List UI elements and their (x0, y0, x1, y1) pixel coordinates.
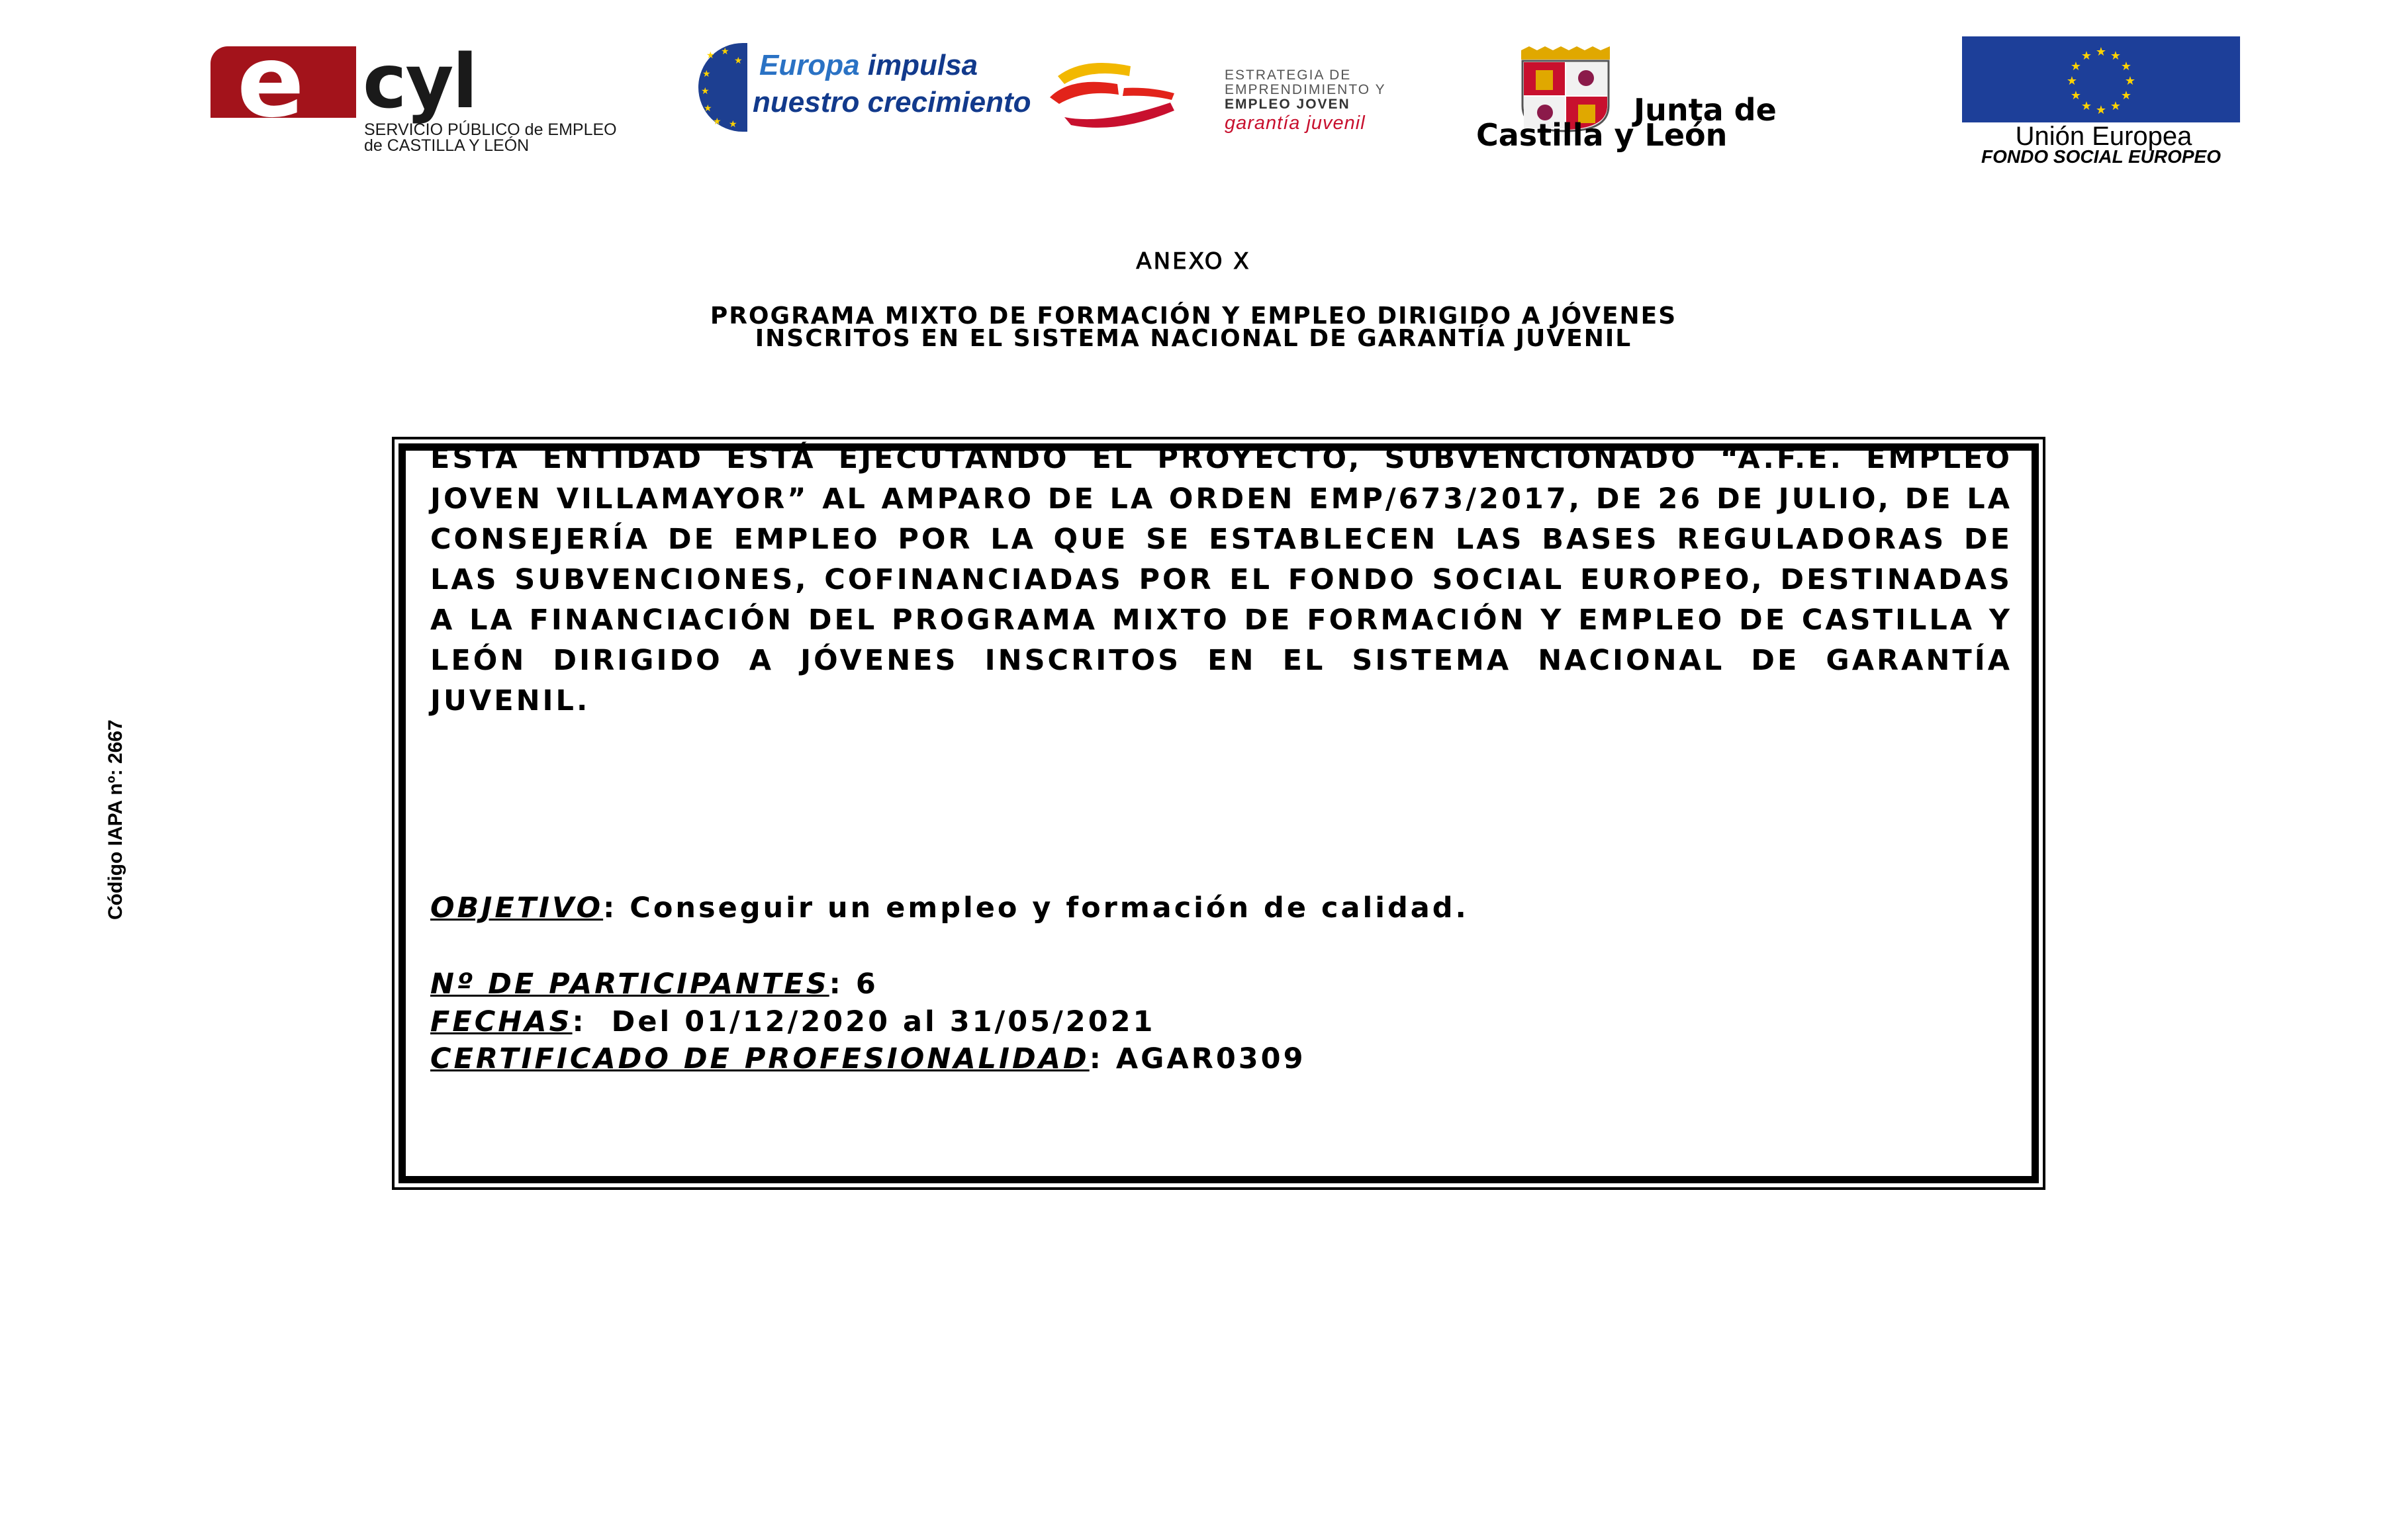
garantia-line3: EMPLEO JOVEN (1225, 97, 1350, 112)
svg-text:★: ★ (2081, 99, 2092, 113)
europa-word: Europa (759, 49, 860, 81)
svg-text:★: ★ (2095, 103, 2107, 117)
annex-title: ANEXO X (1136, 248, 1251, 275)
certificado-value: : AGAR0309 (1089, 1042, 1306, 1075)
participantes-line (430, 966, 878, 1003)
svg-text:★: ★ (2110, 49, 2122, 63)
svg-text:★: ★ (2120, 89, 2132, 103)
europa-impulsa-line1 (759, 50, 978, 81)
garantia-swoosh-icon (1045, 56, 1184, 129)
notice-main-text: ESTA ENTIDAD ESTÁ EJECUTANDO EL PROYECTO, SUBVENCIONADO “A.F.E. EMPLEO JOVEN VILLAMAYOR” AL AMPARO DE LA ORDEN EMP/673/2017, DE 26 DE JULIO, DE LA CONSEJERÍA DE EMPLEO POR LA QUE SE ESTABLECEN LAS BASES REGULADORAS DE LAS SUBVENCIONES, COFINANCIADAS POR EL FONDO SOCIAL EUROPEO, DESTINADAS A LA FINANCIACIÓN DEL PROGRAMA MIXTO DE FORMACIÓN Y EMPLEO DE CASTILLA Y LEÓN DIRIGIDO A JÓVENES INSCRITOS EN EL SISTEMA NACIONAL DE GARANTÍA JUVENIL. (430, 442, 2012, 717)
participantes-label: Nº DE PARTICIPANTES (430, 968, 829, 1001)
impulsa-word: impulsa (867, 49, 978, 81)
garantia-line2: EMPRENDIMIENTO Y (1225, 82, 1386, 97)
svg-text:★: ★ (2081, 49, 2092, 63)
junta-line1: Junta de (1634, 92, 1777, 128)
ecyl-e-mark: e (237, 24, 304, 140)
fechas-value: : Del 01/12/2020 al 31/05/2021 (572, 1005, 1156, 1038)
svg-text:★: ★ (2095, 45, 2107, 59)
europa-impulsa-logo (698, 43, 1031, 132)
eu-globe-icon: ★ ★ ★ ★ ★ ★ ★ ★ (698, 43, 747, 132)
svg-text:★: ★ (2110, 99, 2122, 113)
garantia-line4: garantía juvenil (1225, 113, 1366, 134)
union-europea-logo (1893, 36, 2304, 169)
ecyl-subtitle-line1: SERVICIO PÚBLICO de EMPLEO (364, 120, 617, 139)
ue-line1: Unión Europea (2015, 122, 2192, 151)
objetivo-line (430, 889, 1469, 927)
certificado-line (430, 1040, 1306, 1077)
ecyl-wordmark: cyl (363, 39, 477, 125)
europa-impulsa-line2: nuestro crecimiento (753, 86, 1031, 118)
program-title-line1: PROGRAMA MIXTO DE FORMACIÓN Y EMPLEO DIRIGIDO A JÓVENES (710, 302, 1677, 330)
garantia-line1: ESTRATEGIA DE (1225, 68, 1352, 83)
ue-line2: FONDO SOCIAL EUROPEO (1981, 146, 2221, 167)
ecyl-logo (211, 24, 687, 158)
ecyl-subtitle-line2: de CASTILLA Y LEÓN (364, 136, 530, 155)
side-code: Código IAPA nº: 2667 (105, 719, 126, 920)
svg-text:★: ★ (2070, 89, 2082, 103)
svg-text:★: ★ (2124, 74, 2136, 88)
fechas-line (430, 1003, 1155, 1040)
svg-text:★: ★ (2066, 74, 2078, 88)
garantia-juvenil-logo (1045, 56, 1455, 136)
junta-line2: Castilla y León (1476, 117, 1728, 153)
program-title-line2: INSCRITOS EN EL SISTEMA NACIONAL DE GARANTÍA JUVENIL (755, 325, 1632, 352)
fechas-label: FECHAS (430, 1005, 573, 1038)
svg-text:★: ★ (2120, 60, 2132, 73)
objetivo-value: : Conseguir un empleo y formación de calidad. (603, 891, 1469, 925)
eu-flag-icon (1962, 36, 2240, 122)
objetivo-label: OBJETIVO (430, 891, 604, 925)
certificado-label: CERTIFICADO DE PROFESIONALIDAD (430, 1042, 1090, 1075)
svg-text:★: ★ (2070, 60, 2082, 73)
junta-logo (1476, 46, 1860, 159)
participantes-value: : 6 (829, 968, 878, 1001)
